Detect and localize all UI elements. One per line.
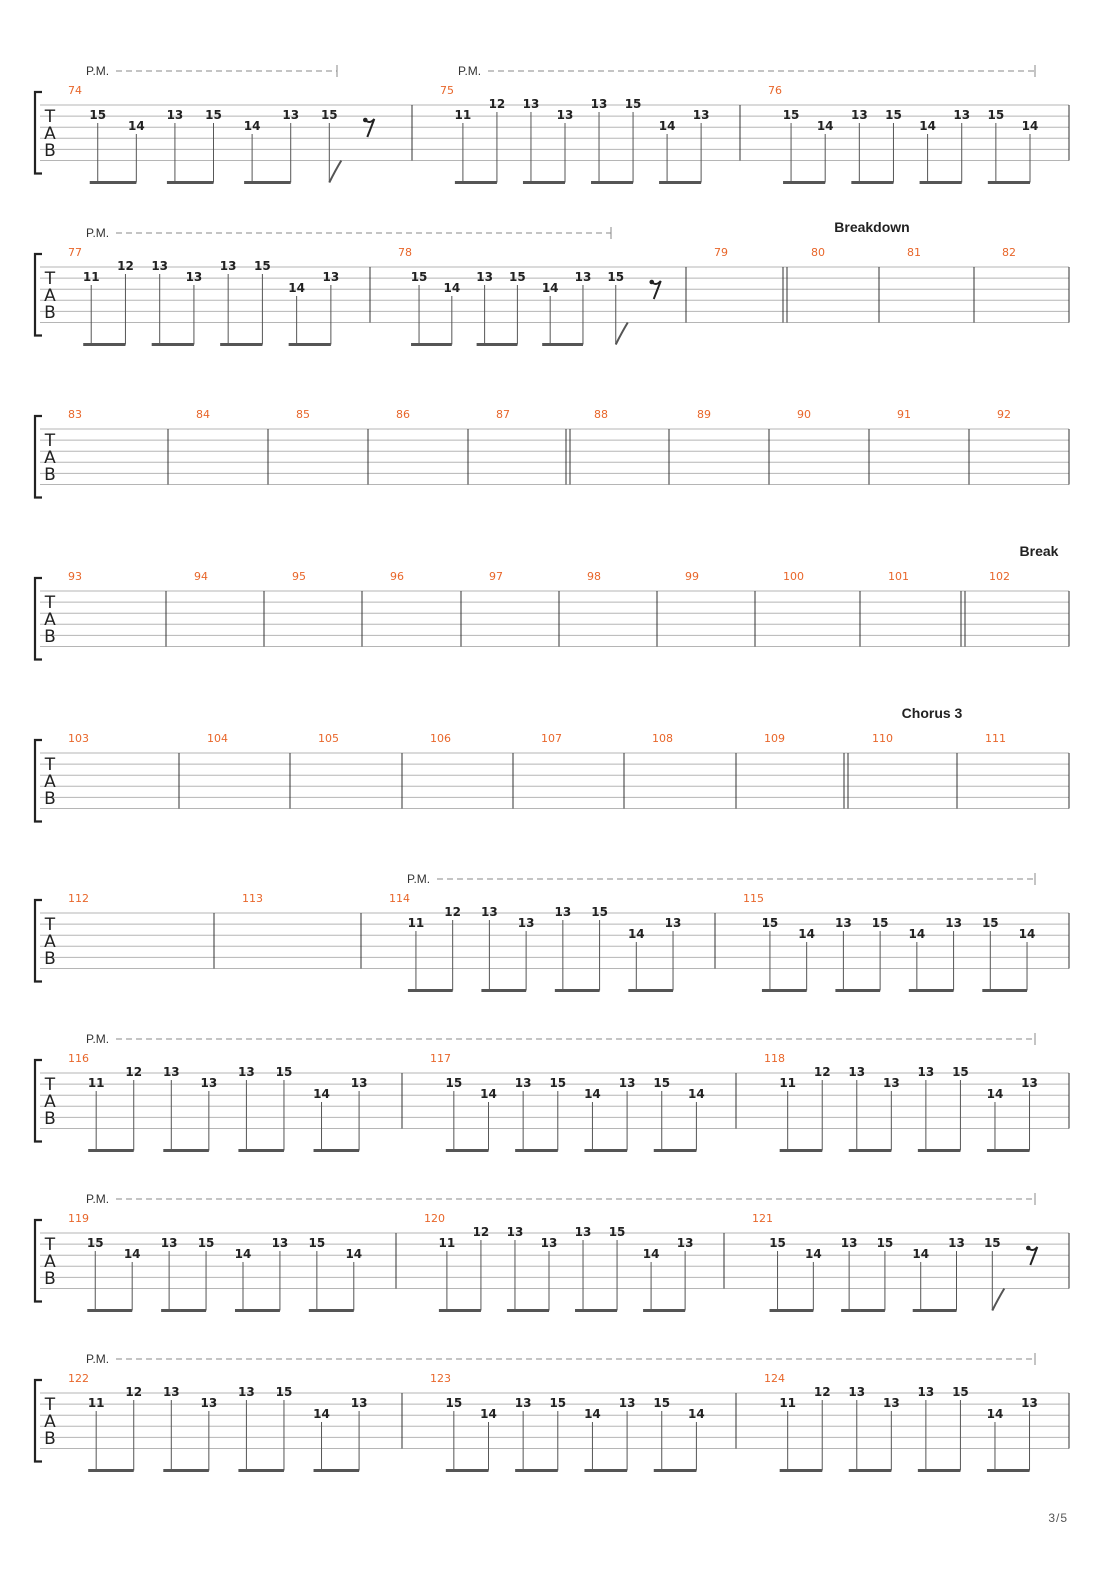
- fret-number: 12: [488, 97, 506, 111]
- system-bracket: [35, 1220, 42, 1302]
- measure-number: 105: [318, 732, 339, 745]
- measure-number: 90: [797, 408, 811, 421]
- measure-number: 98: [587, 570, 601, 583]
- system-bracket: [35, 1380, 42, 1462]
- fret-number: 13: [574, 270, 592, 284]
- fret-number: 14: [919, 119, 936, 133]
- fret-number: 14: [986, 1087, 1004, 1101]
- fret-number: 13: [664, 916, 682, 930]
- fret-number: 11: [438, 1236, 456, 1250]
- measure-number: 76: [768, 84, 782, 97]
- fret-number: 13: [554, 905, 572, 919]
- fret-number: 14: [234, 1247, 252, 1261]
- fret-number: 14: [443, 281, 461, 295]
- tab-clef-letter: T: [44, 593, 56, 613]
- system-bracket: [35, 254, 42, 336]
- fret-number: 13: [618, 1396, 636, 1410]
- fret-number: 15: [205, 108, 222, 122]
- measure-number: 88: [594, 408, 608, 421]
- tab-clef-letter: A: [44, 772, 56, 792]
- tab-clef-letter: A: [44, 124, 56, 144]
- fret-number: 14: [688, 1087, 705, 1101]
- fret-number: 14: [313, 1087, 330, 1101]
- fret-number: 15: [769, 1236, 786, 1250]
- fret-number: 11: [87, 1076, 105, 1090]
- fret-number: 14: [642, 1247, 660, 1261]
- measure-number: 94: [194, 570, 208, 583]
- fret-number: 15: [885, 108, 902, 122]
- palm-mute-label: P.M.: [407, 872, 431, 886]
- fret-number: 13: [238, 1385, 255, 1399]
- measure-number: 124: [764, 1372, 785, 1385]
- tab-system: [35, 1192, 1069, 1311]
- fret-number: 15: [952, 1065, 969, 1079]
- fret-number: 15: [445, 1076, 463, 1090]
- tab-clef-letter: B: [44, 141, 56, 161]
- tab-system: [35, 408, 1069, 498]
- fret-number: 13: [840, 1236, 858, 1250]
- measure-number: 82: [1002, 246, 1016, 259]
- fret-number: 11: [87, 1396, 105, 1410]
- fret-number: 13: [574, 1225, 592, 1239]
- fret-number: 15: [254, 259, 271, 273]
- measure-number: 75: [440, 84, 454, 97]
- note-flag: [616, 323, 628, 345]
- fret-number: 15: [410, 270, 428, 284]
- fret-number: 13: [1021, 1076, 1038, 1090]
- tab-clef-letter: B: [44, 949, 56, 969]
- fret-number: 15: [981, 916, 999, 930]
- fret-number: 12: [813, 1385, 831, 1399]
- tab-system: [35, 1352, 1069, 1471]
- note-flag: [992, 1289, 1004, 1311]
- fret-number: 15: [197, 1236, 215, 1250]
- tab-system: [35, 543, 1069, 660]
- fret-number: 14: [658, 119, 676, 133]
- measure-number: 78: [398, 246, 412, 259]
- fret-number: 15: [549, 1076, 567, 1090]
- fret-number: 13: [200, 1396, 218, 1410]
- fret-number: 15: [952, 1385, 969, 1399]
- fret-number: 13: [556, 108, 574, 122]
- measure-number: 109: [764, 732, 785, 745]
- measure-number: 81: [907, 246, 921, 259]
- fret-number: 13: [953, 108, 971, 122]
- tab-clef-letter: A: [44, 932, 56, 952]
- measure-number: 96: [390, 570, 404, 583]
- measure-number: 97: [489, 570, 503, 583]
- fret-number: 14: [798, 927, 816, 941]
- measure-number: 116: [68, 1052, 89, 1065]
- measure-number: 120: [424, 1212, 445, 1225]
- fret-number: 13: [514, 1076, 532, 1090]
- fret-number: 13: [517, 916, 535, 930]
- fret-number: 13: [692, 108, 710, 122]
- measure-number: 74: [68, 84, 82, 97]
- measure-number: 107: [541, 732, 562, 745]
- measure-number: 122: [68, 1372, 89, 1385]
- measure-number: 113: [242, 892, 263, 905]
- fret-number: 15: [86, 1236, 104, 1250]
- section-heading: Chorus 3: [901, 705, 963, 721]
- measure-number: 101: [888, 570, 909, 583]
- measure-number: 103: [68, 732, 89, 745]
- fret-number: 14: [127, 119, 145, 133]
- palm-mute-label: P.M.: [86, 1352, 110, 1366]
- fret-number: 14: [243, 119, 261, 133]
- fret-number: 12: [813, 1065, 831, 1079]
- fret-number: 15: [89, 108, 107, 122]
- fret-number: 11: [779, 1076, 797, 1090]
- measure-number: 95: [292, 570, 306, 583]
- fret-number: 13: [350, 1076, 368, 1090]
- tab-system: [35, 64, 1069, 183]
- fret-number: 13: [917, 1065, 935, 1079]
- tab-clef-letter: T: [44, 107, 56, 127]
- fret-number: 12: [472, 1225, 490, 1239]
- palm-mute-label: P.M.: [86, 1192, 110, 1206]
- fret-number: 12: [125, 1385, 143, 1399]
- tab-clef-letter: A: [44, 610, 56, 630]
- fret-number: 15: [871, 916, 889, 930]
- system-bracket: [35, 416, 42, 498]
- measure-number: 108: [652, 732, 673, 745]
- fret-number: 14: [541, 281, 559, 295]
- fret-number: 11: [779, 1396, 797, 1410]
- tab-clef-letter: B: [44, 1269, 56, 1289]
- fret-number: 14: [345, 1247, 363, 1261]
- tab-clef-letter: B: [44, 627, 56, 647]
- palm-mute-label: P.M.: [86, 64, 110, 78]
- fret-number: 13: [200, 1076, 218, 1090]
- fret-number: 13: [185, 270, 203, 284]
- tab-clef-letter: T: [44, 269, 56, 289]
- fret-number: 15: [983, 1236, 1001, 1250]
- fret-number: 14: [313, 1407, 330, 1421]
- measure-number: 112: [68, 892, 89, 905]
- tab-clef-letter: B: [44, 1109, 56, 1129]
- fret-number: 15: [445, 1396, 463, 1410]
- measure-number: 77: [68, 246, 82, 259]
- measure-number: 111: [985, 732, 1006, 745]
- system-bracket: [35, 900, 42, 982]
- fret-number: 15: [782, 108, 800, 122]
- measure-number: 114: [389, 892, 410, 905]
- fret-number: 14: [986, 1407, 1004, 1421]
- measure-number: 117: [430, 1052, 451, 1065]
- fret-number: 13: [676, 1236, 694, 1250]
- fret-number: 14: [804, 1247, 822, 1261]
- fret-number: 13: [506, 1225, 524, 1239]
- tab-clef-letter: B: [44, 303, 56, 323]
- fret-number: 15: [308, 1236, 326, 1250]
- measure-number: 102: [989, 570, 1010, 583]
- fret-number: 11: [454, 108, 472, 122]
- fret-number: 11: [407, 916, 425, 930]
- system-bracket: [35, 92, 42, 174]
- tab-clef-letter: A: [44, 286, 56, 306]
- system-bracket: [35, 740, 42, 822]
- measure-number: 118: [764, 1052, 785, 1065]
- measure-number: 85: [296, 408, 310, 421]
- fret-number: 13: [166, 108, 184, 122]
- fret-number: 14: [908, 927, 926, 941]
- palm-mute-label: P.M.: [458, 64, 482, 78]
- fret-number: 14: [480, 1087, 497, 1101]
- page-number: 3/5: [1048, 1511, 1068, 1525]
- fret-number: 14: [816, 119, 834, 133]
- tab-clef-letter: T: [44, 915, 56, 935]
- eighth-rest-dot: [363, 118, 368, 123]
- measure-number: 79: [714, 246, 728, 259]
- fret-number: 14: [912, 1247, 930, 1261]
- fret-number: 12: [117, 259, 134, 273]
- fret-number: 15: [509, 270, 526, 284]
- measure-number: 123: [430, 1372, 451, 1385]
- fret-number: 14: [288, 281, 305, 295]
- measure-number: 91: [897, 408, 911, 421]
- fret-number: 14: [1018, 927, 1036, 941]
- fret-number: 15: [549, 1396, 567, 1410]
- fret-number: 13: [481, 905, 498, 919]
- system-bracket: [35, 1060, 42, 1142]
- measure-number: 121: [752, 1212, 773, 1225]
- measure-number: 83: [68, 408, 82, 421]
- fret-number: 15: [275, 1065, 293, 1079]
- note-flag: [329, 161, 341, 183]
- fret-number: 12: [444, 905, 462, 919]
- eighth-rest-dot: [1026, 1246, 1031, 1251]
- fret-number: 15: [608, 1225, 626, 1239]
- fret-number: 14: [584, 1087, 601, 1101]
- palm-mute-label: P.M.: [86, 226, 110, 240]
- measure-number: 89: [697, 408, 711, 421]
- measure-number: 100: [783, 570, 804, 583]
- measure-number: 92: [997, 408, 1011, 421]
- fret-number: 13: [1021, 1396, 1038, 1410]
- fret-number: 13: [848, 1065, 866, 1079]
- tab-system: [35, 219, 1069, 345]
- fret-number: 13: [271, 1236, 289, 1250]
- fret-number: 15: [876, 1236, 894, 1250]
- measure-number: 93: [68, 570, 82, 583]
- measure-number: 87: [496, 408, 510, 421]
- tab-system: [35, 705, 1069, 822]
- measure-number: 84: [196, 408, 210, 421]
- fret-number: 13: [282, 108, 300, 122]
- fret-number: 15: [591, 905, 608, 919]
- tab-clef-letter: B: [44, 789, 56, 809]
- fret-number: 15: [607, 270, 625, 284]
- tab-system: [35, 1032, 1069, 1151]
- fret-number: 14: [480, 1407, 497, 1421]
- fret-number: 13: [882, 1396, 900, 1410]
- fret-number: 13: [238, 1065, 255, 1079]
- fret-number: 15: [653, 1076, 671, 1090]
- tab-clef-letter: T: [44, 755, 56, 775]
- fret-number: 13: [917, 1385, 935, 1399]
- fret-number: 13: [835, 916, 852, 930]
- fret-number: 13: [160, 1236, 178, 1250]
- system-bracket: [35, 578, 42, 660]
- measure-number: 86: [396, 408, 410, 421]
- section-heading: Break: [1019, 543, 1059, 559]
- fret-number: 15: [624, 97, 642, 111]
- tab-clef-letter: A: [44, 448, 56, 468]
- fret-number: 13: [322, 270, 340, 284]
- fret-number: 13: [522, 97, 540, 111]
- fret-number: 13: [162, 1065, 180, 1079]
- tab-clef-letter: T: [44, 1075, 56, 1095]
- measure-number: 110: [872, 732, 893, 745]
- tab-clef-letter: T: [44, 1395, 56, 1415]
- tab-clef-letter: B: [44, 1429, 56, 1449]
- fret-number: 13: [350, 1396, 368, 1410]
- tab-clef-letter: T: [44, 1235, 56, 1255]
- fret-number: 13: [850, 108, 868, 122]
- fret-number: 13: [514, 1396, 532, 1410]
- fret-number: 13: [219, 259, 237, 273]
- fret-number: 13: [151, 259, 169, 273]
- fret-number: 13: [618, 1076, 636, 1090]
- tab-clef-letter: T: [44, 431, 56, 451]
- fret-number: 13: [162, 1385, 180, 1399]
- tab-system: [35, 872, 1069, 991]
- tab-clef-letter: A: [44, 1412, 56, 1432]
- measure-number: 99: [685, 570, 699, 583]
- measure-number: 80: [811, 246, 825, 259]
- fret-number: 14: [1021, 119, 1039, 133]
- fret-number: 15: [987, 108, 1005, 122]
- fret-number: 14: [584, 1407, 601, 1421]
- fret-number: 15: [320, 108, 338, 122]
- fret-number: 13: [948, 1236, 965, 1250]
- measure-number: 104: [207, 732, 228, 745]
- fret-number: 13: [882, 1076, 900, 1090]
- measure-number: 106: [430, 732, 451, 745]
- measure-number: 115: [743, 892, 764, 905]
- fret-number: 13: [848, 1385, 866, 1399]
- fret-number: 15: [761, 916, 779, 930]
- fret-number: 14: [627, 927, 645, 941]
- section-heading: Breakdown: [834, 219, 910, 235]
- fret-number: 14: [688, 1407, 705, 1421]
- fret-number: 11: [82, 270, 100, 284]
- fret-number: 13: [540, 1236, 558, 1250]
- fret-number: 15: [653, 1396, 671, 1410]
- fret-number: 13: [945, 916, 962, 930]
- measure-number: 119: [68, 1212, 89, 1225]
- palm-mute-label: P.M.: [86, 1032, 110, 1046]
- fret-number: 15: [275, 1385, 293, 1399]
- fret-number: 12: [125, 1065, 143, 1079]
- fret-number: 14: [123, 1247, 141, 1261]
- eighth-rest-dot: [649, 280, 654, 285]
- fret-number: 13: [590, 97, 608, 111]
- tab-clef-letter: A: [44, 1092, 56, 1112]
- tab-clef-letter: A: [44, 1252, 56, 1272]
- tab-clef-letter: B: [44, 465, 56, 485]
- fret-number: 13: [476, 270, 493, 284]
